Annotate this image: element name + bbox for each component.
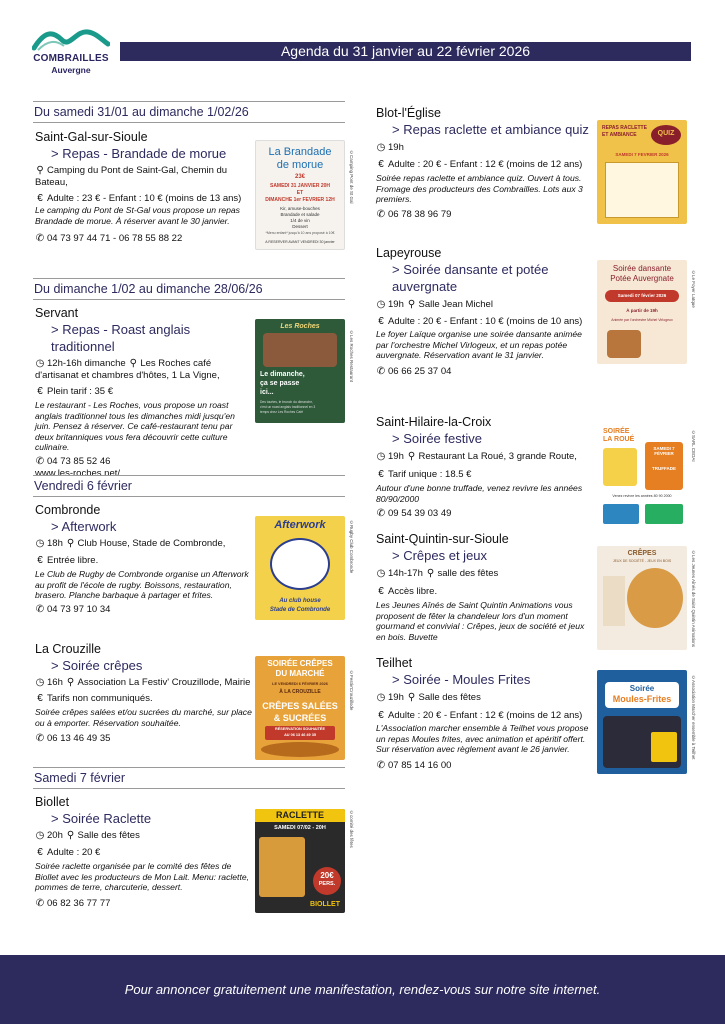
event-description: Le Club de Rugby de Combronde organise un Afterwork au profit de l'école de rugby. Boissons, restauration, brasero. Planche barbaque à partager et frites. <box>35 569 249 600</box>
photo-credit: ©Les Jeunes Aînés de Saint Quintin Animations <box>691 550 696 648</box>
event-phone[interactable]: 06 66 25 37 04 <box>388 365 452 377</box>
event-town: Teilhet <box>376 656 413 670</box>
clock-icon: ◷ <box>35 677 45 688</box>
combrailles-logo <box>32 26 110 76</box>
clock-icon: ◷ <box>376 142 386 153</box>
event-phone[interactable]: 04 73 97 10 34 <box>47 603 111 615</box>
event-poster-quiz: REPAS RACLETTE ET AMBIANCE QUIZ SAMEDI 7 FEVRIER 2026 <box>597 120 687 224</box>
euro-icon: € <box>378 159 384 170</box>
event-description: L'Association marcher ensemble à Teilhet vous propose un repas Moules frites, avec animation et apéritif offert. Sur réservation avec règlement avant le 26 janvier. <box>376 723 589 754</box>
photo-credit: ©Festiv'Crouzillode <box>349 670 354 711</box>
event-title[interactable]: > Afterwork <box>51 519 117 534</box>
phone-icon: ✆ <box>376 508 386 519</box>
event-biollet <box>35 794 253 910</box>
event-time: 19h <box>388 451 404 462</box>
event-town: Combronde <box>35 503 101 517</box>
roast-plate-photo <box>263 333 337 367</box>
photo-credit: ©Camping Pont de St Gal <box>349 150 354 204</box>
phone-icon: ✆ <box>376 365 386 377</box>
euro-icon: € <box>378 316 384 327</box>
fries-photo <box>651 732 677 762</box>
info-panel <box>603 576 625 626</box>
event-place: Camping du Pont de Saint-Gal, Chemin du Bateau, <box>35 165 228 188</box>
phone-icon: ✆ <box>376 759 386 771</box>
event-time: 19h <box>388 299 404 310</box>
event-place: Salle des fêtes <box>418 692 481 703</box>
crepes-photo <box>261 742 339 757</box>
euro-icon: € <box>37 693 43 704</box>
phone-icon: ✆ <box>35 603 45 615</box>
event-phone[interactable]: 04 73 85 52 46 <box>47 455 111 467</box>
event-servant <box>35 305 253 480</box>
sticker <box>603 504 639 524</box>
event-price: Plein tarif : 35 € <box>47 386 114 397</box>
clock-icon: ◷ <box>35 538 45 549</box>
euro-icon: € <box>378 586 384 597</box>
event-place: Salle des fêtes <box>77 830 140 841</box>
event-time: 12h-16h dimanche <box>47 358 126 369</box>
event-price: Adulte : 20 € <box>47 847 101 858</box>
event-title[interactable]: > Soirée Raclette <box>51 811 152 826</box>
event-website-link[interactable]: www.les-roches.net/ <box>35 467 121 479</box>
phone-icon: ✆ <box>35 733 45 744</box>
clock-icon: ◷ <box>376 451 386 462</box>
event-poster-roches: Les Roches Le dimanche, ça se passe ici... Des tourtes, le brunch du dimanche, c'est un roast anglais traditionnel en 3 temps chez Les Roches Café <box>255 319 345 423</box>
event-place: Salle Jean Michel <box>418 299 493 310</box>
event-town: Blot-l'Église <box>376 106 441 120</box>
event-phone[interactable]: 06 13 46 49 35 <box>47 733 111 744</box>
event-description: Les Jeunes Aînés de Saint Quintin Animations vous proposent de fêter la chandeleur lors d'un moment gourmand et convivial : Crêpes, jeux de société et jeux en bois. Buvette <box>376 600 585 642</box>
event-town: Biollet <box>35 795 70 809</box>
drink-photo <box>603 448 637 486</box>
event-description: Le restaurant - Les Roches, vous propose un roast anglais traditionnel tous les dimanches midi jusqu'en juin. Pensez à réserver. Ce café-restaurant tenu par deux britanniques vous fera découvrir cette culture culinaire. <box>35 400 235 452</box>
location-pin-icon: ⚲ <box>66 830 75 841</box>
phone-icon: ✆ <box>376 208 386 220</box>
logo-mountains-icon <box>32 26 110 54</box>
event-phone[interactable]: 06 82 36 77 77 <box>47 897 111 909</box>
euro-icon: € <box>37 386 43 397</box>
event-place: Club House, Stade de Combronde, <box>77 538 226 549</box>
event-teilhet <box>376 655 591 772</box>
event-poster-raclette: RACLETTE SAMEDI 07/02 - 20H 20€ PERS. BIOLLET <box>255 809 345 913</box>
event-poster-festive: SOIRÉE LA ROUÉ SAMEDI 7 FÉVRIER TRUFFADE Venez revivre les années 80 90 2000 <box>597 424 687 528</box>
euro-icon: € <box>37 847 43 858</box>
event-title[interactable]: > Soirée festive <box>392 431 482 446</box>
raclette-photo <box>259 837 305 897</box>
event-time: 18h <box>47 538 63 549</box>
event-price: Adulte : 20 € - Enfant : 12 € (moins de 12 ans) <box>388 159 583 170</box>
sticker <box>645 504 683 524</box>
event-phone[interactable]: 04 73 97 44 71 - 06 78 55 88 22 <box>47 233 183 244</box>
location-pin-icon: ⚲ <box>66 538 75 549</box>
event-price: Adulte : 20 € - Enfant : 12 € (moins de 12 ans) <box>388 710 583 721</box>
logo-subtitle: Auvergne <box>51 65 91 75</box>
event-blot <box>376 105 591 221</box>
event-poster-crepes-jeux: CRÊPES JEUX DE SOCIÉTÉ - JEUX EN BOIS <box>597 546 687 650</box>
event-town: Servant <box>35 306 79 320</box>
event-title[interactable]: > Soirée - Moules Frites <box>392 672 531 687</box>
clock-icon: ◷ <box>376 568 386 579</box>
event-time: 16h <box>47 677 63 688</box>
event-time: 20h <box>47 830 63 841</box>
event-saintgal <box>35 129 253 245</box>
event-phone[interactable]: 09 54 39 03 49 <box>388 508 452 519</box>
event-poster-brandade: La Brandade de morue 23€ SAMEDI 31 JANVIER 20H ET DIMANCHE 1er FEVRIER 12H Kir, amuse-bouches Brandade et salade 1/4 de vin Dessert *Menu enfant* jusqu'à 10 ans proposé à 10€ A RESERVER AVANT VENDREDI 30 janvier <box>255 140 345 250</box>
section-header: Du samedi 31/01 au dimanche 1/02/26 <box>33 101 345 123</box>
event-crouzille <box>35 641 253 745</box>
event-title[interactable]: > Repas - Roast anglais traditionnel <box>51 322 191 354</box>
location-pin-icon: ⚲ <box>129 358 137 369</box>
event-phone[interactable]: 07 85 14 16 00 <box>388 759 452 771</box>
event-price: Adulte : 23 € - Enfant : 10 € (moins de 13 ans) <box>47 193 242 204</box>
event-time: 14h-17h <box>388 568 423 579</box>
event-lapeyrouse <box>376 245 591 378</box>
location-pin-icon: ⚲ <box>36 165 44 176</box>
event-title[interactable]: > Soirée dansante et potée auvergnate <box>392 262 549 294</box>
location-pin-icon: ⚲ <box>66 677 75 688</box>
event-quintin <box>376 531 591 642</box>
euro-icon: € <box>37 555 43 566</box>
crepe-photo <box>627 568 683 628</box>
event-price: Tarif unique : 18.5 € <box>388 469 472 480</box>
location-pin-icon: ⚲ <box>407 692 416 703</box>
photo-credit: ©Le Foyer Laïque <box>691 270 696 308</box>
photo-credit: ©comité des fêtes <box>349 810 354 848</box>
section-header: Vendredi 6 février <box>33 475 345 497</box>
event-time: 19h <box>388 692 404 703</box>
event-town: La Crouzille <box>35 642 102 656</box>
event-town: Lapeyrouse <box>376 246 442 260</box>
euro-icon: € <box>37 193 43 204</box>
event-price: Adulte : 20 € - Enfant : 10 € (moins de 10 ans) <box>388 316 583 327</box>
event-title[interactable]: > Repas raclette et ambiance quiz <box>392 122 589 137</box>
clock-icon: ◷ <box>376 692 386 703</box>
location-pin-icon: ⚲ <box>407 451 416 462</box>
event-description: Le foyer Laïque organise une soirée dansante animée par l'orchestre Michel Virlogeux, et un repas potée auvergnate. Réservation avant le 31 janvier. <box>376 329 582 360</box>
event-title[interactable]: > Soirée crêpes <box>51 658 143 673</box>
event-poster-potee: Soirée dansante Potée Auvergnate Samedi 07 février 2026 À partir de 19h Animée par l'orchestre Michel Virlogeux <box>597 260 687 364</box>
event-price: Accès libre. <box>388 586 438 597</box>
section-header: Du dimanche 1/02 au dimanche 28/06/26 <box>33 278 345 300</box>
event-combronde <box>35 502 253 616</box>
poster-details-box <box>605 162 679 218</box>
event-time: 19h <box>388 142 404 153</box>
phone-icon: ✆ <box>35 233 45 244</box>
location-pin-icon: ⚲ <box>407 299 416 310</box>
event-title[interactable]: > Repas - Brandade de morue <box>51 146 227 161</box>
clock-icon: ◷ <box>376 299 386 310</box>
phone-icon: ✆ <box>35 897 45 909</box>
photo-credit: ©Association Marcher ensemble à Teilhet <box>691 675 696 760</box>
event-title[interactable]: > Crêpes et jeux <box>392 548 488 563</box>
footer-banner[interactable]: Pour annoncer gratuitement une manifestation, rendez-vous sur notre site internet. <box>0 955 725 1024</box>
event-poster-crepes: SOIRÉE CRÊPES DU MARCHÉ LE VENDREDI 6 FÉVRIER 2026 À LA CROUZILLE CRÊPES SALÉES & SUCRÉES RÉSERVATION SOUHAITÉE AU 06 13 46 49 35 <box>255 656 345 760</box>
event-description: Soirée raclette organisée par le comité des fêtes de Biollet avec les producteurs de Mon Lait. Menu: raclette, pommes de terre, charcuterie, dessert. <box>35 861 250 892</box>
photo-credit: ©Les Roches Restaurant <box>349 330 354 383</box>
section-header: Samedi 7 février <box>33 767 345 789</box>
logo-brand: COMBRAILLES <box>33 53 109 64</box>
beer-glasses-illustration <box>270 538 330 590</box>
event-description: Le camping du Pont de St-Gal vous propose un repas Brandade de morue. À réserver avant le 30 janvier. <box>35 205 240 226</box>
phone-icon: ✆ <box>35 455 45 467</box>
photo-credit: ©SARL CEDAI <box>691 430 696 462</box>
clock-icon: ◷ <box>35 830 45 841</box>
euro-icon: € <box>378 710 384 721</box>
event-place: Les Roches café d'artisanat et chambres d'hôtes, 1 La Vigne, <box>35 358 220 381</box>
event-description: Autour d'une bonne truffade, venez revivre les années 80/90/2000 <box>376 483 583 504</box>
event-hilaire <box>376 414 591 520</box>
page-title: Agenda du 31 janvier au 22 février 2026 <box>120 42 691 61</box>
event-poster-moules: Soirée Moules-Frites <box>597 670 687 774</box>
event-price: Tarifs non communiqués. <box>47 693 153 704</box>
event-town: Saint-Hilaire-la-Croix <box>376 415 492 429</box>
event-price: Entrée libre. <box>47 555 99 566</box>
event-place: Restaurant La Roué, 3 grande Route, <box>418 451 577 462</box>
event-town: Saint-Gal-sur-Sioule <box>35 130 148 144</box>
euro-icon: € <box>378 469 384 480</box>
event-phone[interactable]: 06 78 38 96 79 <box>388 208 452 220</box>
event-place: salle des fêtes <box>437 568 499 579</box>
potee-photo <box>607 330 641 358</box>
event-description: Soirée repas raclette et ambiance quiz. Ouvert à tous. Fromage des producteurs des Combrailles. Lots aux 3 premiers. <box>376 173 583 204</box>
photo-credit: ©Rugby Club Combronde <box>349 520 354 574</box>
event-town: Saint-Quintin-sur-Sioule <box>376 532 509 546</box>
location-pin-icon: ⚲ <box>426 568 435 579</box>
event-description: Soirée crêpes salées et/ou sucrées du marché, sur place ou à emporter. Réservation souhaitée. <box>35 707 252 728</box>
event-place: Association La Festiv' Crouzillode, Mairie <box>77 677 251 688</box>
event-poster-afterwork: Afterwork Au club house Stade de Combronde <box>255 516 345 620</box>
clock-icon: ◷ <box>35 358 45 369</box>
